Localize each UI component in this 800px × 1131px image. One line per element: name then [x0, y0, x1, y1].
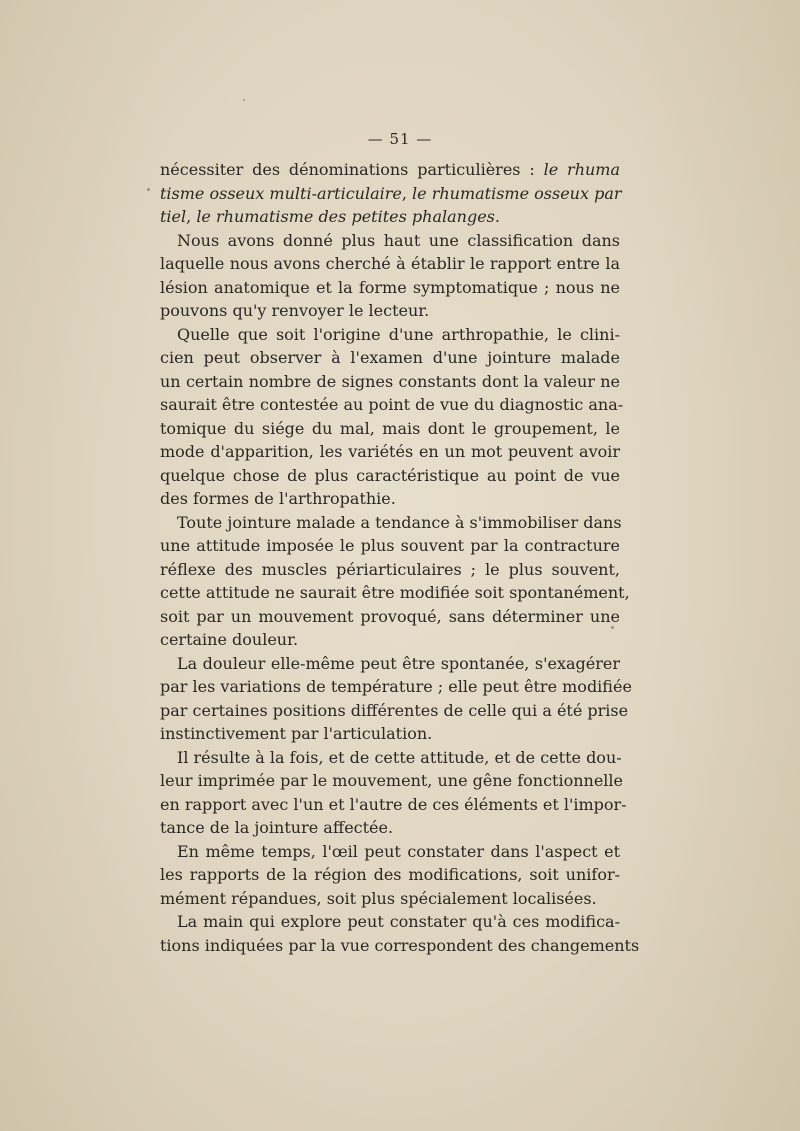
text-line: pouvons qu'y renvoyer le lecteur. [160, 301, 430, 320]
text-line: un certain nombre de signes constants dont la valeur ne [160, 371, 620, 391]
text-line: leur imprimée par le mouvement, une gêne fonctionnelle [160, 771, 623, 790]
paragraph-2 [160, 229, 620, 323]
text-line: les rapports de la région des modifications, soit unifor- [160, 865, 620, 884]
text-line: Il résulte à la fois, et de cette attitude, et de cette dou- [177, 747, 622, 767]
text-line: tiel, le rhumatisme des petites phalanges. [160, 207, 500, 226]
page-number: — 51 — [367, 130, 433, 148]
text-line: Nous avons donné plus haut une classification dans [177, 230, 620, 250]
text-line: tance de la jointure affectée. [160, 818, 394, 837]
text-line: La douleur elle-même peut être spontanée, s'exagérer [177, 653, 620, 673]
text-line: par les variations de température ; elle peut être modifiée [160, 677, 632, 696]
text-line: mode d'apparition, les variétés en un mot peuvent avoir [160, 442, 620, 461]
paper-speck [611, 626, 614, 629]
paragraph-3 [160, 323, 624, 511]
paragraph-8 [160, 910, 640, 957]
text-line: instinctivement par l'articulation. [160, 724, 433, 743]
text-line: en rapport avec l'un et l'autre de ces éléments et l'impor- [160, 794, 627, 814]
text-line: tisme osseux multi-articulaire, le rhumatisme osseux par [160, 183, 622, 203]
text-line: tions indiquées par la vue correspondent des changements [160, 935, 640, 955]
paragraph-4 [160, 511, 630, 652]
text-line: Quelle que soit l'origine d'une arthropathie, le clini- [177, 324, 620, 344]
text-line: cette attitude ne saurait être modifiée soit spontanément, [160, 583, 630, 602]
paragraph-1 [160, 158, 620, 229]
paragraph-6 [160, 746, 627, 840]
text-line: tomique du siége du mal, mais dont le groupement, le [160, 418, 620, 438]
text-line: une attitude imposée le plus souvent par la contracture [160, 536, 620, 555]
text-line: nécessiter des dénominations particulières : le rhuma [160, 160, 621, 179]
paragraph-5 [160, 652, 632, 746]
text-line: laquelle nous avons cherché à établir le rapport entre la [160, 254, 620, 273]
text-line: des formes de l'arthropathie. [160, 489, 396, 508]
text-line: lésion anatomique et la forme symptomatique ; nous ne [160, 277, 620, 297]
text-line: La main qui explore peut constater qu'à ces modifica- [177, 912, 620, 931]
text-line: cien peut observer à l'examen d'une jointure malade [160, 348, 620, 367]
text-line: réflexe des muscles périarticulaires ; le plus souvent, [160, 559, 620, 579]
text-line: Toute jointure malade a tendance à s'immobiliser dans [177, 512, 622, 532]
text-line: mément répandues, soit plus spécialement localisées. [160, 888, 597, 908]
text-line: certaine douleur. [160, 630, 299, 649]
text-line: saurait être contestée au point de vue du diagnostic ana- [160, 395, 624, 414]
paragraph-7 [160, 840, 620, 911]
text-line: En même temps, l'œil peut constater dans l'aspect et [177, 841, 620, 861]
text-line: par certaines positions différentes de celle qui a été prise [160, 700, 629, 720]
paper-speck [147, 188, 150, 191]
paper-speck [243, 99, 245, 101]
body-text [160, 158, 640, 957]
text-line: quelque chose de plus caractéristique au point de vue [160, 465, 620, 485]
text-line: soit par un mouvement provoqué, sans déterminer une [160, 606, 620, 626]
